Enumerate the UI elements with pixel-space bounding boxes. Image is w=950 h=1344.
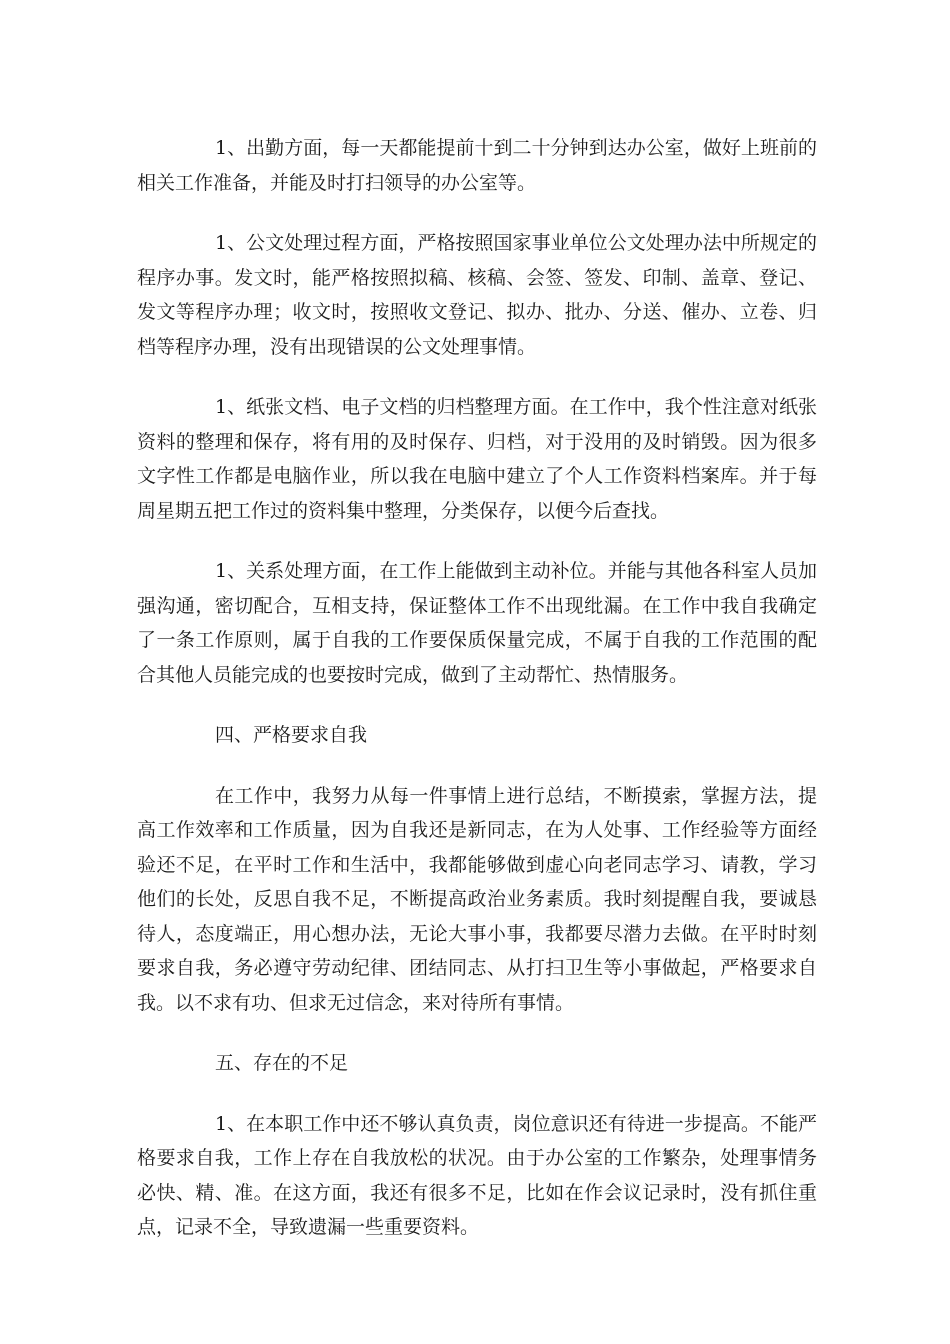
paragraph-relationships: 1、关系处理方面，在工作上能做到主动补位。并能与其他各科室人员加强沟通，密切配合，互相支持，保证整体工作不出现纰漏。在工作中我自我确定了一条工作原则，属于自我的工作要保质保量完成，不属于自我的工作范围的配合其他人员能完成的也要按时完成，做到了主动帮忙、热情服务。 (137, 560, 817, 686)
paragraph-archiving: 1、纸张文档、电子文档的归档整理方面。在工作中，我个性注意对纸张资料的整理和保存，将有用的及时保存、归档，对于没用的及时销毁。因为很多文字性工作都是电脑作业，所以我在电脑中建立了个人工作资料档案库。并于每周星期五把工作过的资料集中整理，分类保存，以便今后查找。 (137, 396, 817, 522)
paragraph-shortcomings: 1、在本职工作中还不够认真负责，岗位意识还有待进一步提高。不能严格要求自我，工作上存在自我放松的状况。由于办公室的工作繁杂，处理事情务必快、精、准。在这方面，我还有很多不足，比如在作会议记录时，没有抓住重点，记录不全，导致遗漏一些重要资料。 (137, 1112, 817, 1238)
document-body (137, 131, 817, 1271)
paragraph-self-discipline: 在工作中，我努力从每一件事情上进行总结，不断摸索，掌握方法，提高工作效率和工作质量，因为自我还是新同志，在为人处事、工作经验等方面经验还不足，在平时工作和生活中，我都能够做到虚心向老同志学习、请教，学习他们的长处，反思自我不足，不断提高政治业务素质。我时刻提醒自我，要诚恳待人，态度端正，用心想办法，无论大事小事，我都要尽潜力去做。在平时时刻要求自我，务必遵守劳动纪律、团结同志、从打扫卫生等小事做起，严格要求自我。以不求有功、但求无过信念，来对待所有事情。 (137, 784, 817, 1014)
paragraph-attendance: 1、出勤方面，每一天都能提前十到二十分钟到达办公室，做好上班前的相关工作准备，并能及时打扫领导的办公室等。 (137, 137, 817, 194)
paragraph-document-handling: 1、公文处理过程方面，严格按照国家事业单位公文处理办法中所规定的程序办事。发文时，能严格按照拟稿、核稿、会签、签发、印制、盖章、登记、发文等程序办理；收文时，按照收文登记、拟办、批办、分送、催办、立卷、归档等程序办理，没有出现错误的公文处理事情。 (137, 232, 817, 358)
section-heading-self-discipline: 四、严格要求自我 (215, 724, 368, 746)
section-heading-shortcomings: 五、存在的不足 (215, 1052, 349, 1074)
